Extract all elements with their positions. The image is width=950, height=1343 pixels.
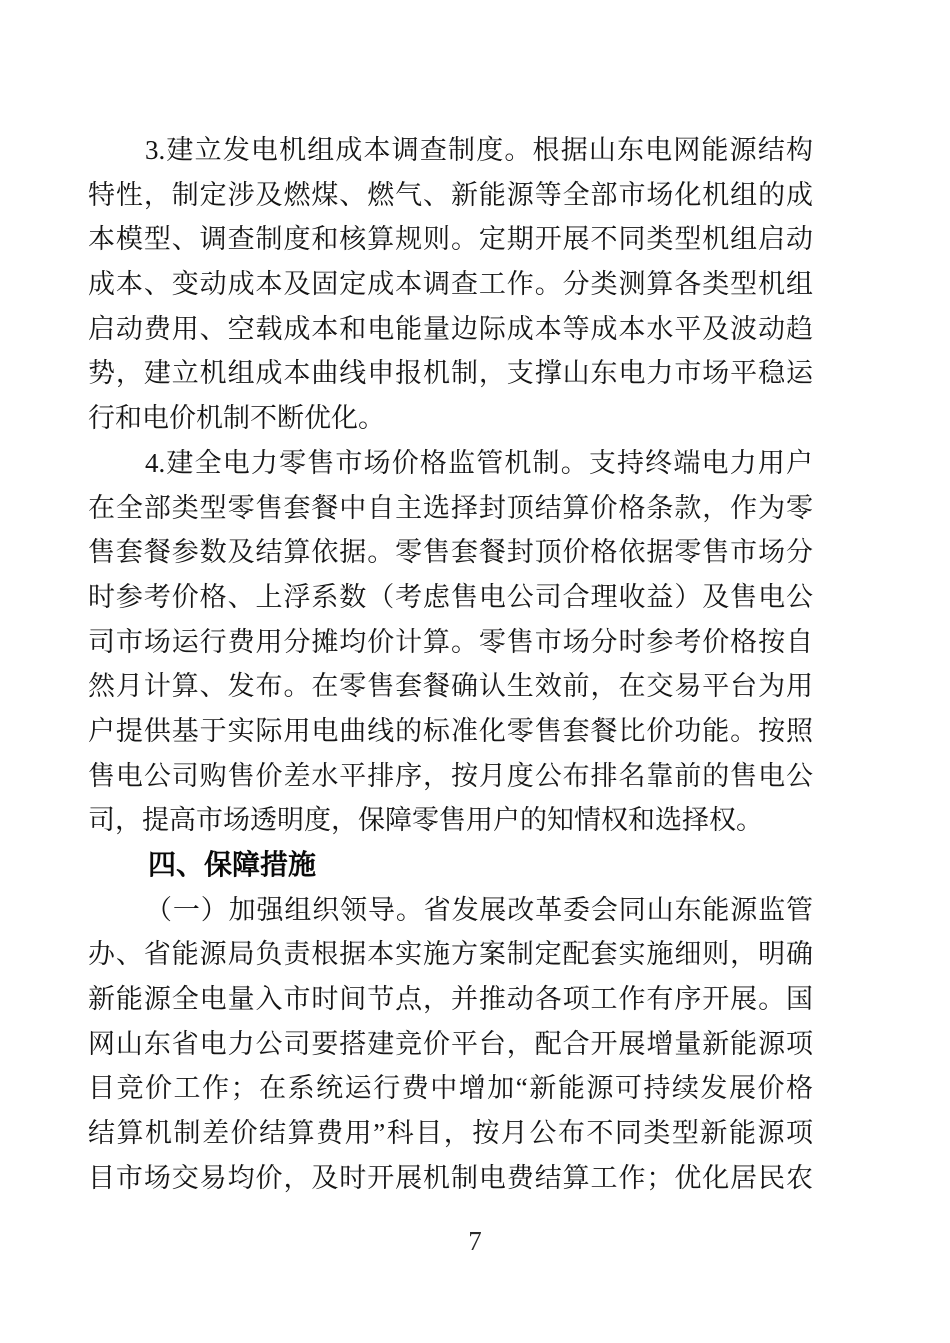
paragraph-line: （一）加强组织领导。省发展改革委会同山东能源监管	[145, 894, 813, 925]
paragraph-line: 司市场运行费用分摊均价计算。零售市场分时参考价格按自	[88, 626, 813, 657]
paragraph-line: 启动费用、空载成本和电能量边际成本等成本水平及波动趋	[88, 313, 813, 344]
paragraph-line: 行和电价机制不断优化。	[88, 403, 385, 434]
section-heading: 四、保障措施	[148, 849, 317, 880]
page-number: 7	[468, 1226, 482, 1256]
paragraph-line: 售套餐参数及结算依据。零售套餐封顶价格依据零售市场分	[88, 537, 813, 568]
paragraph-line: 特性，制定涉及燃煤、燃气、新能源等全部市场化机组的成	[88, 179, 813, 210]
paragraph-line: 在全部类型零售套餐中自主选择封顶结算价格条款，作为零	[88, 492, 813, 523]
paragraph-line: 然月计算、发布。在零售套餐确认生效前，在交易平台为用	[88, 671, 813, 702]
paragraph-line: 新能源全电量入市时间节点，并推动各项工作有序开展。国	[88, 984, 813, 1015]
paragraph-line: 时参考价格、上浮系数（考虑售电公司合理收益）及售电公	[88, 581, 813, 612]
paragraph-line: 户提供基于实际用电曲线的标准化零售套餐比价功能。按照	[88, 715, 813, 746]
paragraph-line: 售电公司购售价差水平排序，按月度公布排名靠前的售电公	[88, 760, 813, 791]
paragraph-line: 司，提高市场透明度，保障零售用户的知情权和选择权。	[88, 805, 763, 836]
paragraph-line: 网山东省电力公司要搭建竞价平台，配合开展增量新能源项	[88, 1028, 813, 1059]
paragraph-line: 本模型、调查制度和核算规则。定期开展不同类型机组启动	[88, 224, 813, 255]
text-block	[88, 128, 813, 1201]
paragraph-line: 成本、变动成本及固定成本调查工作。分类测算各类型机组	[88, 269, 813, 300]
paragraph-line: 结算机制差价结算费用”科目，按月公布不同类型新能源项	[88, 1118, 813, 1149]
paragraph-line: 3.建立发电机组成本调查制度。根据山东电网能源结构	[145, 135, 813, 165]
paragraph-line: 目市场交易均价，及时开展机制电费结算工作；优化居民农	[88, 1162, 813, 1193]
paragraph-line: 办、省能源局负责根据本实施方案制定配套实施细则，明确	[88, 939, 813, 970]
paragraph-line: 目竞价工作；在系统运行费中增加“新能源可持续发展价格	[88, 1073, 813, 1104]
paragraph-line: 4.建全电力零售市场价格监管机制。支持终端电力用户	[145, 447, 813, 478]
paragraph-line: 势，建立机组成本曲线申报机制，支撑山东电力市场平稳运	[88, 358, 813, 389]
